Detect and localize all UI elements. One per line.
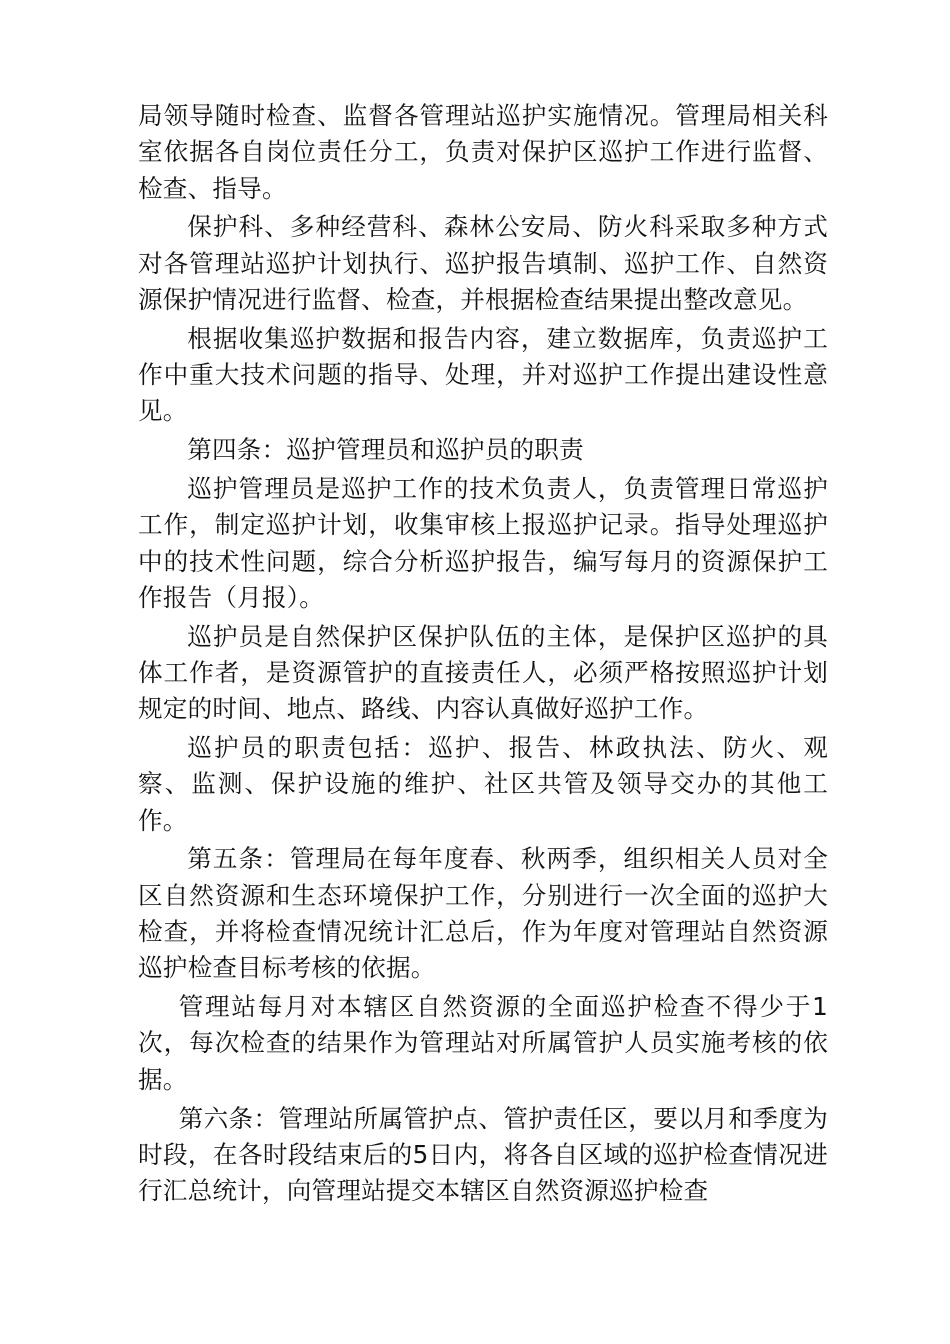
- paragraph-patrol-staff: 巡护员是自然保护区保护队伍的主体，是保护区巡护的具体工作者，是资源管护的直接责任人，必须严格按照巡护计划规定的时间、地点、路线、内容认真做好巡护工作。: [138, 621, 828, 724]
- article-6-paragraph: 第六条：管理站所属管护点、管护责任区，要以月和季度为时段，在各时段结束后的5日内，将各自区域的巡护检查情况进行汇总统计，向管理站提交本辖区自然资源巡护检查: [138, 1103, 828, 1206]
- paragraph-patrol-manager: 巡护管理员是巡护工作的技术负责人，负责管理日常巡护工作，制定巡护计划，收集审核上报巡护记录。指导处理巡护中的技术性问题，综合分析巡护报告，编写每月的资源保护工作报告（月报）。: [138, 473, 828, 612]
- paragraph-departments: 保护科、多种经营科、森林公安局、防火科采取多种方式对各管理站巡护计划执行、巡护报告填制、巡护工作、自然资源保护情况进行监督、检查，并根据检查结果提出整改意见。: [138, 212, 828, 314]
- paragraph-supervision: 局领导随时检查、监督各管理站巡护实施情况。管理局相关科室依据各自岗位责任分工，负责对保护区巡护工作进行监督、检查、指导。: [138, 101, 828, 203]
- paragraph-monthly-inspection: 管理站每月对本辖区自然资源的全面巡护检查不得少于1次，每次检查的结果作为管理站对所属管护人员实施考核的依据。: [138, 992, 828, 1094]
- article-4-heading: 第四条：巡护管理员和巡护员的职责: [187, 435, 584, 465]
- article-5-paragraph: 第五条：管理局在每年度春、秋两季，组织相关人员对全区自然资源和生态环境保护工作，分别进行一次全面的巡护大检查，并将检查情况统计汇总后，作为年度对管理站自然资源巡护检查目标考核的依据。: [138, 844, 828, 983]
- paragraph-patrol-duties: 巡护员的职责包括：巡护、报告、林政执法、防火、观察、监测、保护设施的维护、社区共管及领导交办的其他工作。: [138, 733, 828, 835]
- document-body: [138, 98, 828, 1212]
- paragraph-database: 根据收集巡护数据和报告内容，建立数据库，负责巡护工作中重大技术问题的指导、处理，并对巡护工作提出建设性意见。: [138, 323, 828, 426]
